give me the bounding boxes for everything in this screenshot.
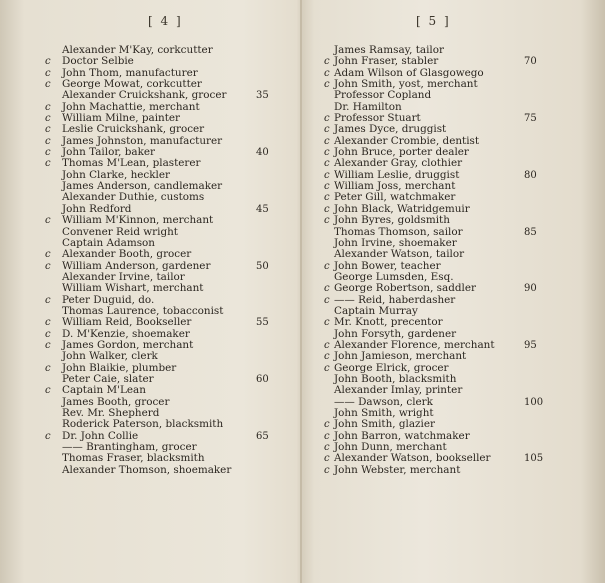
entry-mark: c xyxy=(324,169,330,181)
entry-mark: c xyxy=(324,317,330,329)
entry-mark: c xyxy=(45,158,51,170)
entry-name: —— Brantingham, grocer xyxy=(62,441,197,454)
entry-name: Alexander Watson, bookseller xyxy=(334,452,491,465)
entry-name: Professor Copland xyxy=(334,89,432,102)
entry-name: William Anderson, gardener xyxy=(62,259,211,272)
entry-name: Peter Gill, watchmaker xyxy=(334,191,456,204)
entry-mark: c xyxy=(324,464,330,476)
list-item xyxy=(302,249,605,260)
list-item xyxy=(0,192,300,203)
entry-name: James Dyce, druggist xyxy=(334,123,447,136)
entry-count: 45 xyxy=(256,203,269,215)
entry-count: 50 xyxy=(256,260,269,272)
entry-name: Dr. John Collie xyxy=(62,429,139,442)
entry-count: 60 xyxy=(256,373,269,385)
list-item xyxy=(0,465,300,476)
entry-name: William Reid, Bookseller xyxy=(62,316,192,329)
entry-name: John Walker, clerk xyxy=(62,350,158,363)
entry-mark: c xyxy=(45,124,51,136)
entry-name: Dr. Hamilton xyxy=(334,100,402,113)
entry-name: Roderick Paterson, blacksmith xyxy=(62,418,224,431)
subscriber-list xyxy=(0,45,300,476)
entry-mark: c xyxy=(45,260,51,272)
entry-mark: c xyxy=(324,294,330,306)
entry-name: Leslie Cruickshank, grocer xyxy=(62,123,205,136)
entry-name: Captain Adamson xyxy=(62,236,155,249)
entry-count: 40 xyxy=(256,147,269,159)
list-item xyxy=(0,317,300,328)
entry-name: Alexander M'Kay, corkcutter xyxy=(62,44,213,56)
entry-name: George Lumsden, Esq. xyxy=(334,270,454,283)
entry-count: 65 xyxy=(256,430,269,442)
entry-count: 75 xyxy=(524,113,537,125)
entry-name: John Smith, wright xyxy=(334,407,434,419)
entry-name: John Jamieson, merchant xyxy=(334,350,467,363)
subscriber-list xyxy=(302,45,605,476)
entry-name: Alexander Thomson, shoemaker xyxy=(62,463,232,476)
entry-name: John Booth, blacksmith xyxy=(334,372,457,385)
entry-name: James Ramsay, tailor xyxy=(334,44,444,56)
entry-count: 85 xyxy=(524,226,537,238)
entry-name: William Joss, merchant xyxy=(334,180,456,193)
entry-mark: c xyxy=(324,124,330,136)
entry-count: 70 xyxy=(524,56,537,68)
list-item xyxy=(302,215,605,226)
entry-mark: c xyxy=(324,56,330,68)
entry-mark: c xyxy=(45,56,51,68)
entry-mark: c xyxy=(324,430,330,442)
entry-mark: c xyxy=(324,215,330,227)
entry-count: 80 xyxy=(524,169,537,181)
entry-count: 100 xyxy=(524,396,544,408)
entry-mark: c xyxy=(324,67,330,79)
entry-name: John Barron, watchmaker xyxy=(334,429,470,442)
entry-name: Thomas Laurence, tobacconist xyxy=(62,304,224,317)
entry-name: —— Reid, haberdasher xyxy=(334,293,456,306)
list-item xyxy=(302,351,605,362)
entry-mark: c xyxy=(45,328,51,340)
entry-count: 105 xyxy=(524,453,544,465)
entry-mark: c xyxy=(324,362,330,374)
entry-mark: c xyxy=(45,215,51,227)
entry-mark: c xyxy=(45,67,51,79)
page-number: [ 4 ] xyxy=(148,14,183,28)
entry-name: Alexander Irvine, tailor xyxy=(62,270,185,283)
list-item xyxy=(0,215,300,226)
entry-name: Captain Murray xyxy=(334,304,418,317)
entry-name: Alexander Duthie, customs xyxy=(62,191,205,204)
entry-name: John Smith, yost, merchant xyxy=(334,78,478,91)
entry-name: William Milne, painter xyxy=(62,112,181,125)
list-item xyxy=(0,351,300,362)
entry-name: James Johnston, manufacturer xyxy=(62,134,223,147)
page-number: [ 5 ] xyxy=(416,14,451,28)
entry-mark: c xyxy=(45,113,51,125)
entry-mark: c xyxy=(324,351,330,363)
entry-name: John Forsyth, gardener xyxy=(334,327,457,340)
entry-name: James Gordon, merchant xyxy=(62,338,194,351)
list-item xyxy=(302,385,605,396)
list-item xyxy=(302,419,605,430)
entry-name: Alexander Florence, merchant xyxy=(334,338,495,351)
entry-mark: c xyxy=(324,135,330,147)
entry-mark: c xyxy=(324,181,330,193)
entry-mark: c xyxy=(324,419,330,431)
list-item xyxy=(302,465,605,476)
entry-name: Captain M'Lean xyxy=(62,384,146,397)
entry-name: William Leslie, druggist xyxy=(334,168,460,181)
entry-mark: c xyxy=(45,79,51,91)
entry-name: Alexander Watson, tailor xyxy=(334,248,465,261)
entry-name: William Wishart, merchant xyxy=(62,282,204,295)
entry-mark: c xyxy=(45,135,51,147)
list-item xyxy=(0,385,300,396)
entry-name: Peter Duguid, do. xyxy=(62,293,155,306)
entry-mark: c xyxy=(45,101,51,113)
entry-name: Thomas M'Lean, plasterer xyxy=(62,157,201,170)
entry-mark: c xyxy=(324,203,330,215)
entry-mark: c xyxy=(324,453,330,465)
list-item xyxy=(302,283,605,294)
entry-name: George Robertson, saddler xyxy=(334,282,476,295)
entry-name: Alexander Gray, clothier xyxy=(334,157,463,170)
entry-mark: c xyxy=(45,317,51,329)
entry-mark: c xyxy=(45,294,51,306)
entry-name: Thomas Fraser, blacksmith xyxy=(62,452,205,465)
entry-name: George Elrick, grocer xyxy=(334,361,449,374)
entry-name: Convener Reid wright xyxy=(62,225,178,238)
entry-name: James Anderson, candlemaker xyxy=(62,180,223,193)
entry-name: John Redford xyxy=(62,202,132,215)
entry-count: 95 xyxy=(524,339,537,351)
list-item xyxy=(0,249,300,260)
entry-mark: c xyxy=(324,339,330,351)
entry-mark: c xyxy=(45,339,51,351)
entry-name: John Smith, glazier xyxy=(334,418,435,431)
entry-count: 90 xyxy=(524,283,537,295)
entry-mark: c xyxy=(324,113,330,125)
entry-name: Rev. Mr. Shepherd xyxy=(62,407,160,419)
entry-mark: c xyxy=(324,158,330,170)
entry-count: 35 xyxy=(256,90,269,102)
entry-name: John Clarke, heckler xyxy=(62,168,170,181)
entry-mark: c xyxy=(324,442,330,454)
list-item xyxy=(302,317,605,328)
entry-name: John Byres, goldsmith xyxy=(334,214,450,227)
entry-name: John Fraser, stabler xyxy=(334,55,439,68)
entry-name: Peter Caie, slater xyxy=(62,372,154,385)
entry-name: John Bruce, porter dealer xyxy=(334,146,469,159)
entry-name: John Black, Watridgemuir xyxy=(334,202,470,215)
entry-name: Thomas Thomson, sailor xyxy=(334,225,463,238)
entry-mark: c xyxy=(324,283,330,295)
entry-name: Professor Stuart xyxy=(334,112,421,125)
entry-name: William M'Kinnon, merchant xyxy=(62,214,214,227)
entry-name: John Bower, teacher xyxy=(334,259,441,272)
entry-name: —— Dawson, clerk xyxy=(334,395,433,408)
entry-name: John Machattie, merchant xyxy=(62,100,200,113)
entry-name: John Tailor, baker xyxy=(62,146,156,159)
left-page xyxy=(0,0,300,583)
entry-mark: c xyxy=(45,385,51,397)
entry-name: John Webster, merchant xyxy=(334,463,461,476)
entry-mark: c xyxy=(45,249,51,261)
entry-name: Alexander Booth, grocer xyxy=(62,248,192,261)
entry-mark: c xyxy=(45,147,51,159)
list-item xyxy=(0,419,300,430)
entry-name: James Booth, grocer xyxy=(62,395,170,408)
entry-count: 55 xyxy=(256,317,269,329)
entry-mark: c xyxy=(324,192,330,204)
entry-mark: c xyxy=(324,260,330,272)
entry-name: Mr. Knott, precentor xyxy=(334,316,443,329)
entry-name: Alexander Crombie, dentist xyxy=(334,134,480,147)
entry-mark: c xyxy=(324,147,330,159)
entry-name: John Dunn, merchant xyxy=(334,441,447,454)
entry-name: John Thom, manufacturer xyxy=(62,66,198,79)
right-page xyxy=(302,0,605,583)
entry-name: Alexander Imlay, printer xyxy=(334,384,463,397)
list-item xyxy=(0,374,300,385)
entry-name: George Mowat, corkcutter xyxy=(62,78,202,91)
entry-mark: c xyxy=(324,79,330,91)
list-item xyxy=(0,283,300,294)
entry-name: D. M'Kenzie, shoemaker xyxy=(62,327,190,340)
entry-name: Alexander Cruickshank, grocer xyxy=(62,89,227,102)
list-item xyxy=(0,45,300,56)
list-item xyxy=(0,56,300,67)
entry-name: John Blaikie, plumber xyxy=(62,361,177,374)
entry-name: John Irvine, shoemaker xyxy=(334,236,457,249)
entry-name: Adam Wilson of Glasgowego xyxy=(334,66,484,79)
entry-mark: c xyxy=(45,430,51,442)
list-item xyxy=(302,56,605,67)
entry-name: Doctor Selbie xyxy=(62,55,134,68)
entry-mark: c xyxy=(45,362,51,374)
